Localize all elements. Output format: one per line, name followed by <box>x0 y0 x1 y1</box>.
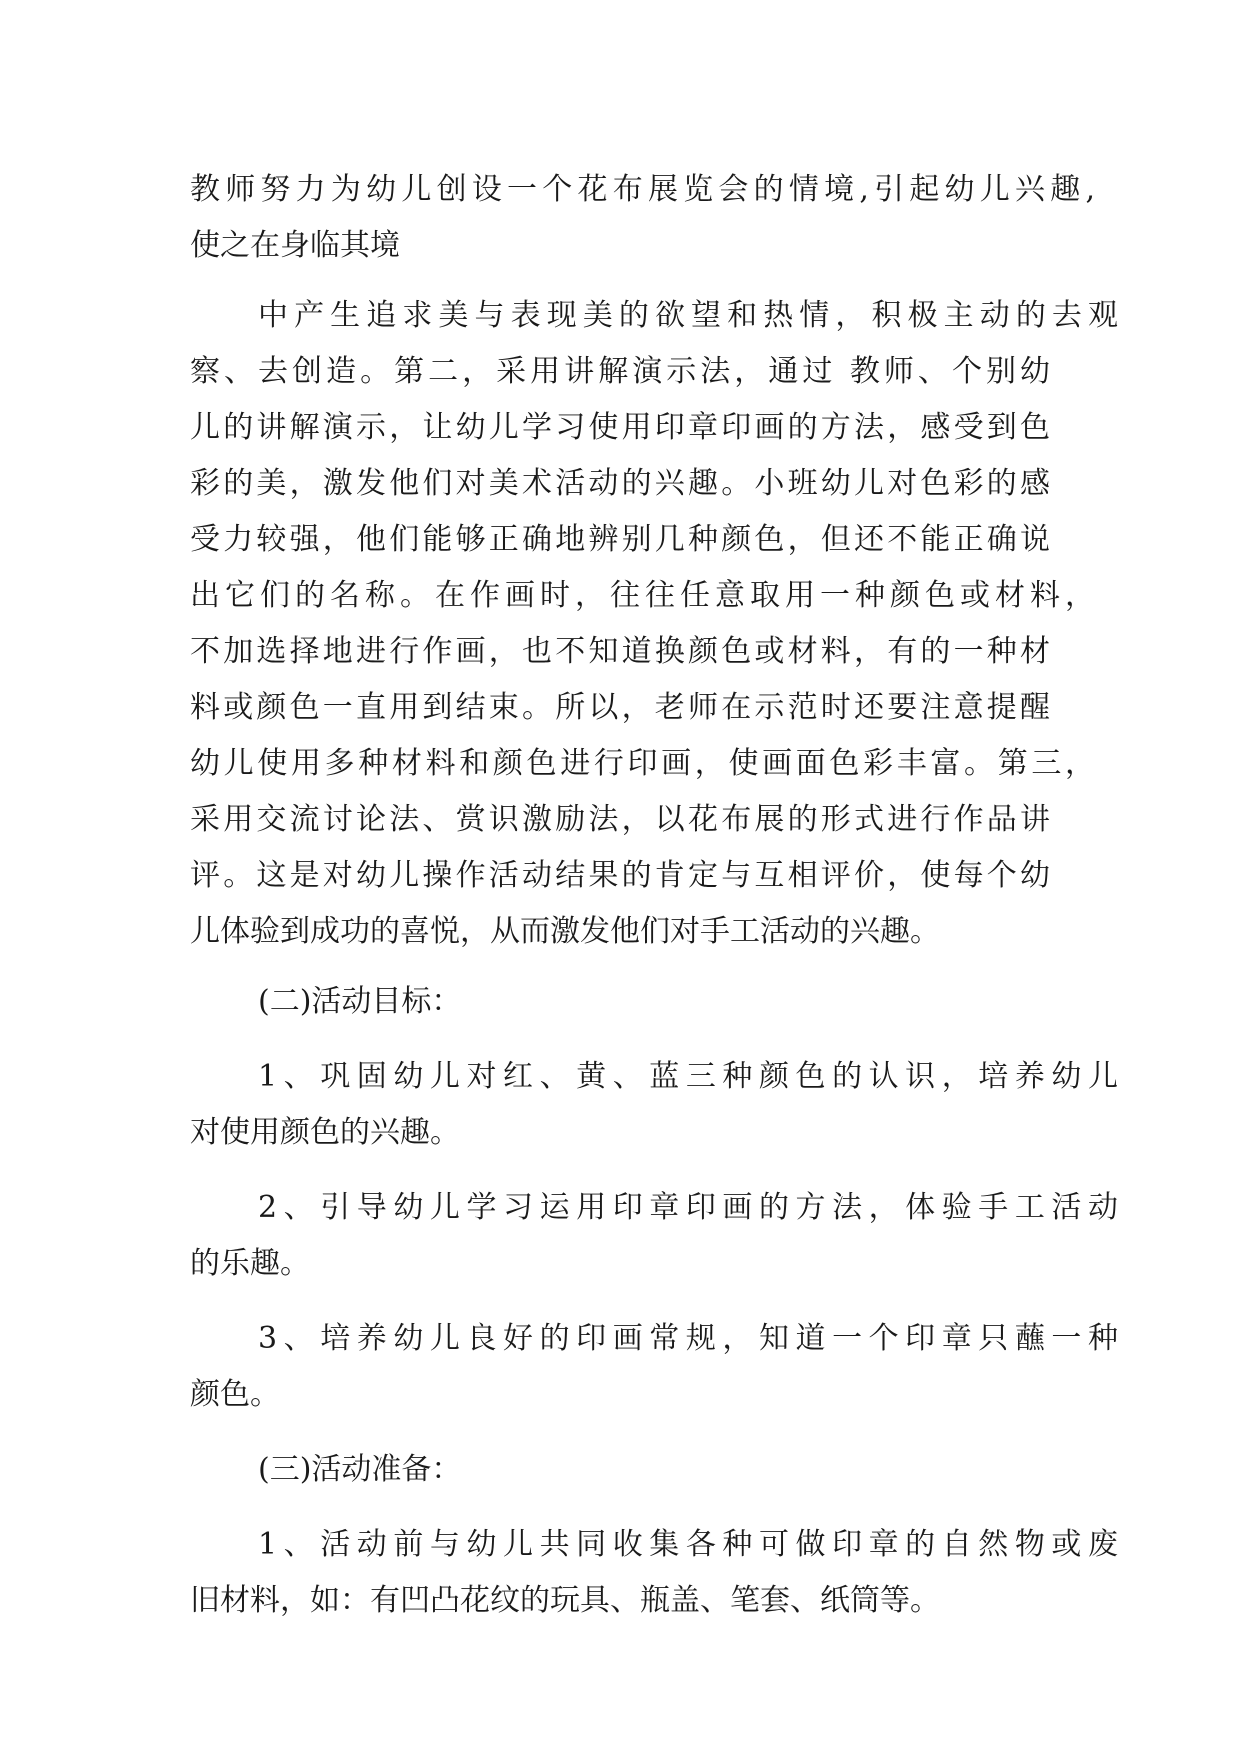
text-line: 儿的讲解演示，让幼儿学习使用印章印画的方法，感受到色 <box>190 410 1050 445</box>
section-heading: (三)活动准备： <box>258 1452 462 1487</box>
text-line: 教师努力为幼儿创设一个花布展览会的情境,引起幼儿兴趣, <box>190 172 1095 207</box>
text-line: 评。这是对幼儿操作活动结果的肯定与互相评价，使每个幼 <box>190 858 1050 893</box>
text-line: 使之在身临其境 <box>190 228 400 263</box>
text-line: 料或颜色一直用到结束。所以，老师在示范时还要注意提醒 <box>190 690 1050 725</box>
text-line: 旧材料，如：有凹凸花纹的玩具、瓶盖、笔套、纸筒等。 <box>190 1583 940 1618</box>
section-heading: (二)活动目标： <box>258 984 462 1019</box>
text-line: 1、巩固幼儿对红、黄、蓝三种颜色的认识，培养幼儿 <box>258 1059 1118 1094</box>
text-line: 3、培养幼儿良好的印画常规，知道一个印章只蘸一种 <box>258 1321 1118 1356</box>
text-line: 的乐趣。 <box>190 1246 310 1281</box>
text-line: 2、引导幼儿学习运用印章印画的方法，体验手工活动 <box>258 1190 1118 1225</box>
text-line: 受力较强，他们能够正确地辨别几种颜色，但还不能正确说 <box>190 522 1050 557</box>
text-line: 儿体验到成功的喜悦，从而激发他们对手工活动的兴趣。 <box>190 914 940 949</box>
text-line: 中产生追求美与表现美的欲望和热情，积极主动的去观 <box>258 298 1118 333</box>
text-line: 幼儿使用多种材料和颜色进行印画，使画面色彩丰富。第三， <box>190 746 1095 781</box>
text-line: 采用交流讨论法、赏识激励法，以花布展的形式进行作品讲 <box>190 802 1050 837</box>
text-line: 颜色。 <box>190 1377 280 1412</box>
text-line: 对使用颜色的兴趣。 <box>190 1115 460 1150</box>
document-body <box>190 162 1118 1629</box>
text-line: 不加选择地进行作画，也不知道换颜色或材料，有的一种材 <box>190 634 1050 669</box>
text-line: 察、去创造。第二，采用讲解演示法，通过 教师、个别幼 <box>190 354 1050 389</box>
text-line: 1、活动前与幼儿共同收集各种可做印章的自然物或废 <box>258 1527 1118 1562</box>
text-line: 彩的美，激发他们对美术活动的兴趣。小班幼儿对色彩的感 <box>190 466 1050 501</box>
text-line: 出它们的名称。在作画时，往往任意取用一种颜色或材料， <box>190 578 1095 613</box>
